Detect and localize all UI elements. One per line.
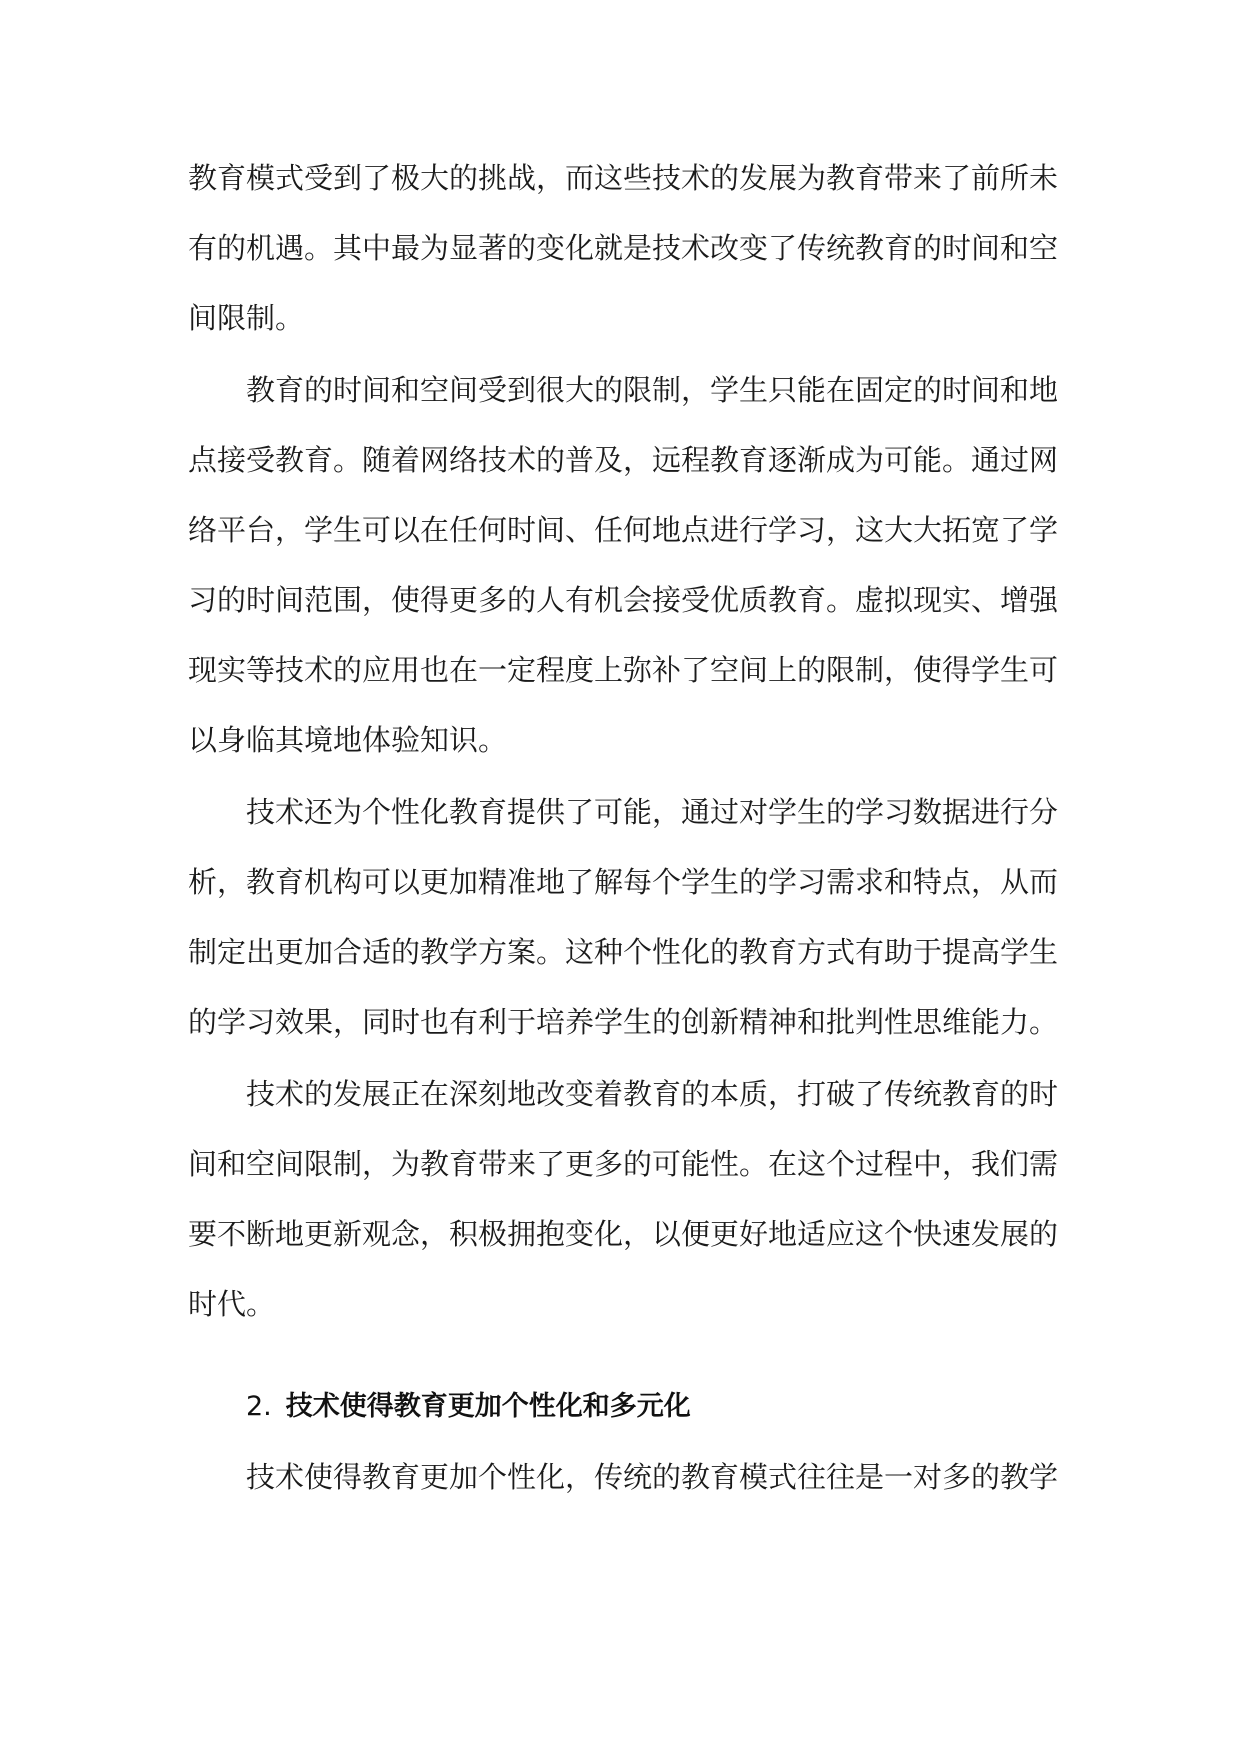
paragraph-4: 技术的发展正在深刻地改变着教育的本质，打破了传统教育的时间和空间限制，为教育带来了更多的可能性。在这个过程中，我们需要不断地更新观念，积极拥抱变化，以便更好地适应这个快速发展的时代。	[188, 1077, 1059, 1321]
document-body	[188, 143, 1058, 1512]
paragraph-3: 技术还为个性化教育提供了可能，通过对学生的学习数据进行分析，教育机构可以更加精准地了解每个学生的学习需求和特点，从而制定出更加合适的教学方案。这种个性化的教育方式有助于提高学生的学习效果，同时也有利于培养学生的创新精神和批判性思维能力。	[188, 795, 1059, 1039]
section-number: 2.	[246, 1391, 272, 1422]
paragraph-5: 技术使得教育更加个性化，传统的教育模式往往是一对多的教学	[246, 1460, 1059, 1494]
section-heading	[188, 1372, 1058, 1442]
paragraph-2: 教育的时间和空间受到很大的限制，学生只能在固定的时间和地点接受教育。随着网络技术的普及，远程教育逐渐成为可能。通过网络平台，学生可以在任何时间、任何地点进行学习，这大大拓宽了学习的时间范围，使得更多的人有机会接受优质教育。虚拟现实、增强现实等技术的应用也在一定程度上弥补了空间上的限制，使得学生可以身临其境地体验知识。	[188, 373, 1059, 757]
section-title: 技术使得教育更加个性化和多元化	[285, 1391, 691, 1422]
paragraph-1: 教育模式受到了极大的挑战，而这些技术的发展为教育带来了前所未有的机遇。其中最为显著的变化就是技术改变了传统教育的时间和空间限制。	[188, 161, 1059, 335]
